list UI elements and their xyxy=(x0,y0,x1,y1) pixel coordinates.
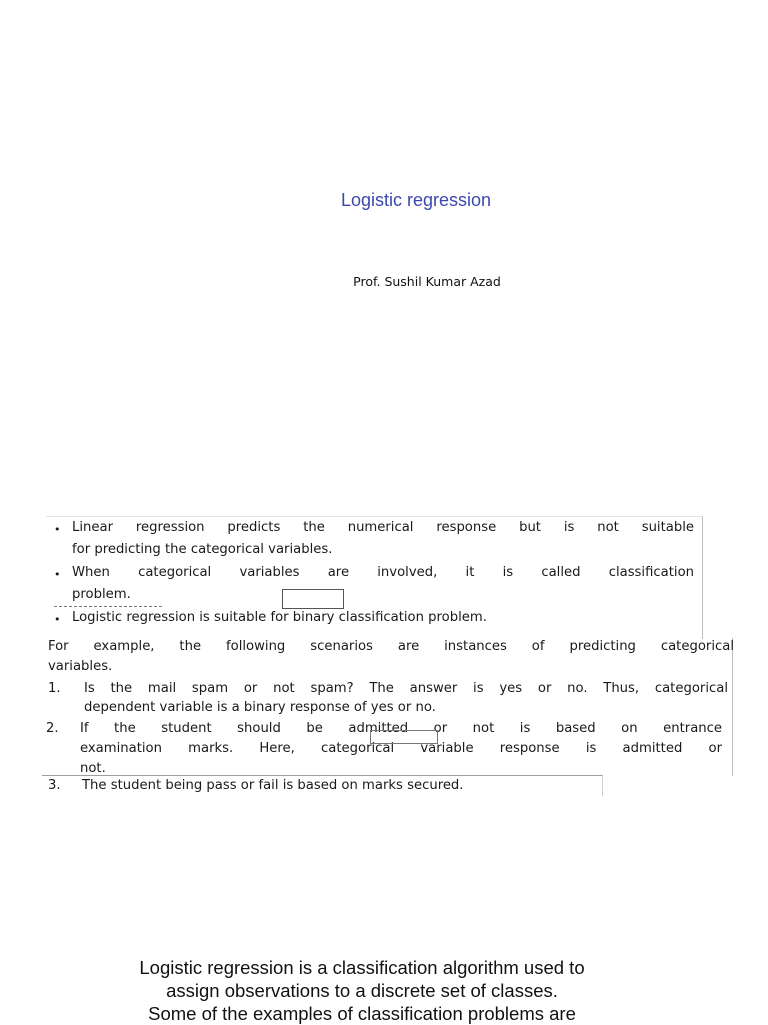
bullet-icon: • xyxy=(54,568,61,581)
example-intro-line-1: For example, the following scenarios are instances of predicting categorical xyxy=(48,639,734,654)
bullet-text-2-cont: problem. xyxy=(72,587,131,602)
scan-artifact-box xyxy=(282,589,344,609)
bullet-text-1: Linear regression predicts the numerical response but is not suitable xyxy=(72,520,694,535)
bullet-icon: • xyxy=(54,613,61,626)
item-number: 2. xyxy=(46,721,59,736)
item-3-text: The student being pass or fail is based on marks secured. xyxy=(82,778,464,793)
document-title: Logistic regression xyxy=(340,190,492,210)
item-1-line-2: dependent variable is a binary response of yes or no. xyxy=(84,700,436,715)
bullet-text-1-cont: for predicting the categorical variables. xyxy=(72,542,333,557)
item-1-line-1: Is the mail spam or not spam? The answer is yes or no. Thus, categorical xyxy=(84,681,728,696)
bullet-text-2: When categorical variables are involved, it is called classification xyxy=(72,565,694,580)
item-2-line-1: If the student should be admitted or not is based on entrance xyxy=(80,721,722,736)
body-paragraph xyxy=(0,956,724,1025)
scanned-example-list xyxy=(40,638,733,776)
bullet-icon: • xyxy=(54,523,61,536)
item-2-line-3: not. xyxy=(80,761,106,776)
paragraph-line-2: assign observations to a discrete set of classes. xyxy=(166,980,558,1001)
paragraph-line-1: Logistic regression is a classification algorithm used to xyxy=(139,957,585,978)
item-number: 3. xyxy=(48,778,61,793)
paragraph-line-3: Some of the examples of classification problems are xyxy=(148,1003,576,1024)
bullet-text-3: Logistic regression is suitable for binary classification problem. xyxy=(72,610,487,625)
scanned-bullet-list xyxy=(46,516,703,639)
author-name: Prof. Sushil Kumar Azad xyxy=(353,274,501,289)
example-intro-line-2: variables. xyxy=(48,659,113,674)
item-number: 1. xyxy=(48,681,61,696)
scan-artifact-box xyxy=(370,730,438,744)
item-2-line-2: examination marks. Here, categorical variable response is admitted or xyxy=(80,741,722,756)
scanned-example-3 xyxy=(42,775,603,796)
